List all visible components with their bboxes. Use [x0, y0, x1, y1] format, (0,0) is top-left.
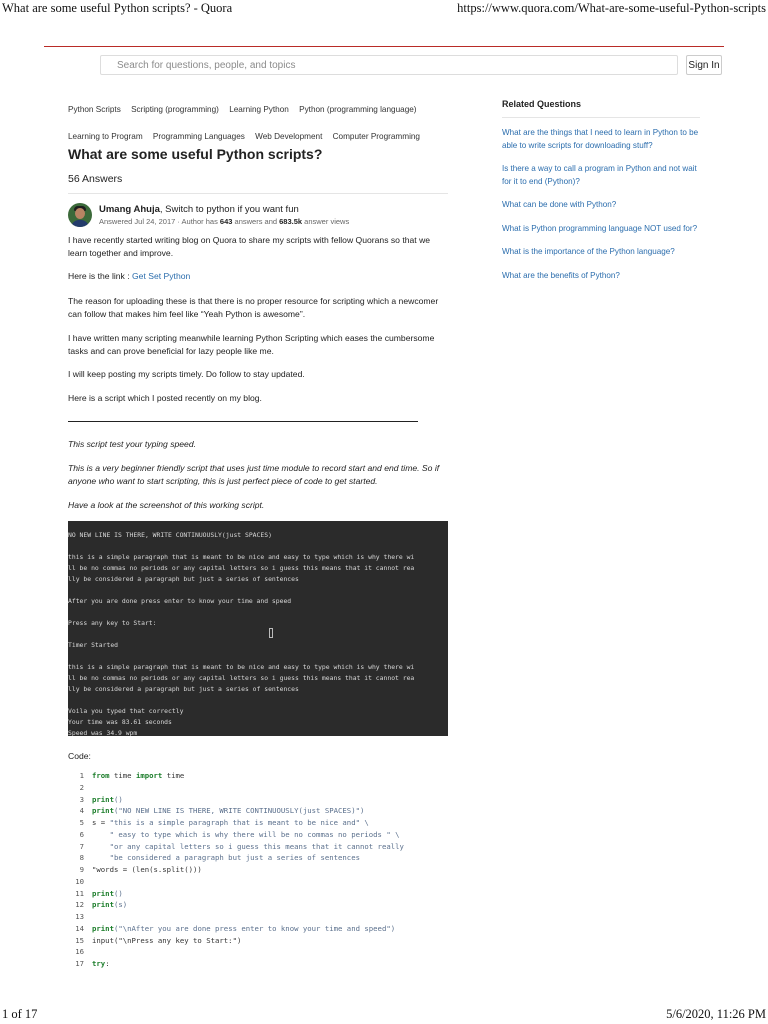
code-token: import	[135, 771, 163, 780]
terminal-line: NO NEW LINE IS THERE, WRITE CONTINUOUSLY(just SPACES)	[68, 531, 272, 539]
terminal-line: lly be considered a paragraph but just a series of sentences	[68, 575, 299, 583]
terminal-line	[68, 607, 448, 618]
related-question-link[interactable]: What is the importance of the Python language?	[502, 247, 675, 256]
terminal-line	[68, 695, 448, 706]
code-token: ()	[113, 794, 123, 804]
code-line	[68, 876, 448, 888]
code-text	[92, 841, 404, 853]
related-question-link[interactable]: Is there a way to call a program in Python and not wait for it to end (Python)?	[502, 164, 697, 186]
code-token: s =	[92, 818, 110, 827]
code-line	[68, 794, 448, 806]
topic-tag[interactable]: Learning to Program	[68, 132, 143, 141]
horizontal-rule	[68, 421, 418, 422]
code-token: print	[92, 888, 114, 898]
terminal-output	[68, 530, 448, 736]
terminal-line: this is a simple paragraph that is meant to be nice and easy to type which is why there wi	[68, 663, 415, 671]
code-text	[92, 805, 364, 817]
code-token: print	[92, 794, 114, 804]
meta-text: answer views	[302, 217, 350, 226]
terminal-screenshot	[68, 521, 448, 736]
code-token: "words = (len(s.split()))	[92, 865, 202, 874]
code-token: "this is a simple paragraph that is meant to be nice and" \	[109, 818, 369, 827]
line-number: 14	[75, 923, 84, 933]
terminal-line: this is a simple paragraph that is meant to be nice and easy to type which is why there wi	[68, 553, 415, 561]
line-number: 13	[75, 912, 84, 921]
author-credential: , Switch to python if you want fun	[159, 204, 299, 215]
terminal-line: Timer Started	[68, 641, 119, 649]
code-token: " easy to type which is why there will be no commas no periods " \	[92, 829, 400, 839]
related-question-link[interactable]: What can be done with Python?	[502, 200, 617, 209]
line-number: 4	[79, 806, 84, 816]
related-questions-list	[502, 127, 707, 293]
code-text	[92, 852, 360, 864]
answer-paragraph: I have written many scripting meanwhile learning Python Scripting which eases the cumbersome tasks and can prove beneficial for lazy people like me.	[68, 333, 435, 356]
answer-paragraph: The reason for uploading these is that there is no proper resource for scripting which a newcomer can follow that makes him feel like “Yeah Python is awesome”.	[68, 296, 439, 319]
code-token: ("NO NEW LINE IS THERE, WRITE CONTINUOUSLY(just SPACES)")	[113, 806, 365, 816]
code-token: try	[92, 959, 106, 968]
code-token: print	[92, 900, 114, 910]
topic-tag[interactable]: Web Development	[255, 132, 323, 141]
terminal-line: Press any key to Start:	[68, 619, 157, 627]
topic-tag[interactable]: Python Scripts	[68, 105, 121, 114]
search-input[interactable]: Search for questions, people, and topics	[100, 55, 678, 75]
line-number: 8	[79, 853, 84, 863]
code-token: ()	[113, 888, 123, 898]
answer-count: 643	[219, 217, 233, 226]
code-block	[68, 770, 448, 970]
code-text	[92, 888, 123, 900]
related-question-link[interactable]: What are the benefits of Python?	[502, 270, 620, 280]
code-token: "or any capital letters so i guess this means that it cannot really	[92, 841, 404, 851]
code-token: (s)	[113, 900, 128, 910]
line-number: 6	[79, 829, 84, 839]
terminal-line	[68, 585, 448, 596]
code-line	[68, 817, 448, 829]
code-token: "be considered a paragraph but just a series of sentences	[92, 853, 360, 863]
code-token: time	[162, 771, 185, 780]
answer-italic-text: Have a look at the screenshot of this working script.	[68, 500, 265, 510]
line-number: 3	[79, 794, 84, 804]
line-number: 7	[79, 841, 84, 851]
terminal-line	[68, 651, 448, 662]
topic-tag[interactable]: Computer Programming	[332, 132, 420, 141]
terminal-line: Voila you typed that correctly	[68, 707, 184, 715]
code-text	[92, 935, 241, 947]
terminal-line: Speed was 34.9 wpm	[68, 729, 138, 736]
line-number: 16	[75, 947, 84, 957]
code-text	[92, 864, 202, 876]
divider	[68, 193, 448, 194]
code-text	[92, 829, 400, 841]
code-line	[68, 770, 448, 782]
code-line	[68, 899, 448, 911]
print-header	[0, 0, 768, 16]
author-line	[99, 204, 299, 215]
answer-meta	[99, 217, 349, 226]
code-text	[92, 899, 127, 911]
line-number: 10	[75, 876, 84, 886]
answer-italic-text: This is a very beginner friendly script that uses just time module to record start and end time. So if anyone who want to start scripting, this is just perfect piece of code to get started.	[68, 463, 440, 486]
code-line	[68, 911, 448, 923]
terminal-line: ll be no commas no periods or any capital letters so i guess this means that it cannot rea	[68, 674, 415, 682]
blog-link[interactable]: Get Set Python	[132, 271, 191, 281]
topic-tag[interactable]: Programming Languages	[152, 132, 245, 141]
topic-list	[68, 96, 448, 150]
terminal-line: lly be considered a paragraph but just a series of sentences	[68, 685, 299, 693]
terminal-line	[68, 541, 448, 552]
code-token: from	[92, 771, 110, 780]
code-text	[92, 770, 184, 782]
views-count: 683.5k	[279, 217, 303, 226]
page-url: https://www.quora.com/What-are-some-useful-Python-scripts	[457, 1, 766, 15]
sign-in-button[interactable]: Sign In	[686, 55, 722, 75]
code-token: input("\nPress any key to Start:")	[92, 935, 242, 945]
line-number: 11	[75, 888, 84, 898]
code-line	[68, 852, 448, 864]
related-questions-title: Related Questions	[502, 99, 582, 109]
link-prefix: Here is the link :	[68, 271, 132, 281]
answer-paragraph: I have recently started writing blog on Quora to share my scripts with fellow Quorans so that we learn together and improve.	[68, 235, 431, 258]
code-token: print	[92, 806, 114, 816]
terminal-line: Your time was 83.61 seconds	[68, 718, 172, 726]
line-number: 12	[75, 900, 84, 910]
answer-date: Answered Jul 24, 2017 · Author has	[99, 217, 220, 226]
answer-italic-text: This script test your typing speed.	[68, 439, 197, 449]
code-token: time	[109, 771, 136, 780]
terminal-line	[68, 629, 448, 640]
question-title: What are some useful Python scripts?	[68, 146, 323, 162]
code-token: print	[92, 923, 114, 933]
text-cursor-icon	[269, 628, 273, 638]
code-token: ("\nAfter you are done press enter to know your time and speed")	[113, 923, 396, 933]
author-name[interactable]: Umang Ahuja	[99, 204, 160, 215]
terminal-line: ll be no commas no periods or any capital letters so i guess this means that it cannot rea	[68, 564, 415, 572]
line-number: 15	[75, 935, 84, 945]
answer-link-line	[68, 270, 448, 283]
page-number: 1 of 17	[2, 1007, 38, 1021]
avatar[interactable]	[68, 203, 92, 227]
page-title: What are some useful Python scripts? - Quora	[2, 1, 233, 15]
line-number: 1	[79, 771, 84, 780]
code-token: :	[105, 959, 110, 968]
line-number: 9	[79, 865, 84, 874]
meta-text: answers and	[232, 217, 280, 226]
divider	[502, 117, 700, 118]
print-datetime: 5/6/2020, 11:26 PM	[666, 1007, 766, 1021]
line-number: 5	[79, 818, 84, 827]
topic-tag[interactable]: Python (programming language)	[299, 105, 417, 114]
code-line	[68, 829, 448, 841]
topic-tag[interactable]: Learning Python	[229, 105, 289, 114]
code-line	[68, 782, 448, 794]
avatar-face	[75, 208, 85, 219]
code-text	[92, 794, 123, 806]
line-number: 2	[79, 782, 84, 792]
code-line	[68, 923, 448, 935]
code-line	[68, 946, 448, 958]
answer-paragraph: Here is a script which I posted recently on my blog.	[68, 393, 262, 403]
avatar-shirt	[71, 220, 89, 227]
topic-tag[interactable]: Scripting (programming)	[131, 105, 219, 114]
answers-count: 56 Answers	[68, 173, 123, 185]
code-text	[92, 958, 110, 970]
print-footer	[0, 1006, 768, 1024]
code-label: Code:	[68, 751, 91, 761]
code-line	[68, 888, 448, 900]
code-line	[68, 958, 448, 970]
code-line	[68, 935, 448, 947]
line-number: 17	[75, 959, 84, 968]
related-question-link[interactable]: What are the things that I need to learn in Python to be able to write scripts for downloading stuff?	[502, 128, 699, 150]
code-text	[92, 923, 395, 935]
related-question-link[interactable]: What is Python programming language NOT used for?	[502, 223, 698, 233]
code-line	[68, 805, 448, 817]
top-accent-line	[44, 46, 724, 47]
answer-paragraph: I will keep posting my scripts timely. Do follow to stay updated.	[68, 369, 305, 379]
code-line	[68, 841, 448, 853]
terminal-line: After you are done press enter to know your time and speed	[68, 597, 292, 605]
code-text	[92, 817, 369, 829]
code-line	[68, 864, 448, 876]
